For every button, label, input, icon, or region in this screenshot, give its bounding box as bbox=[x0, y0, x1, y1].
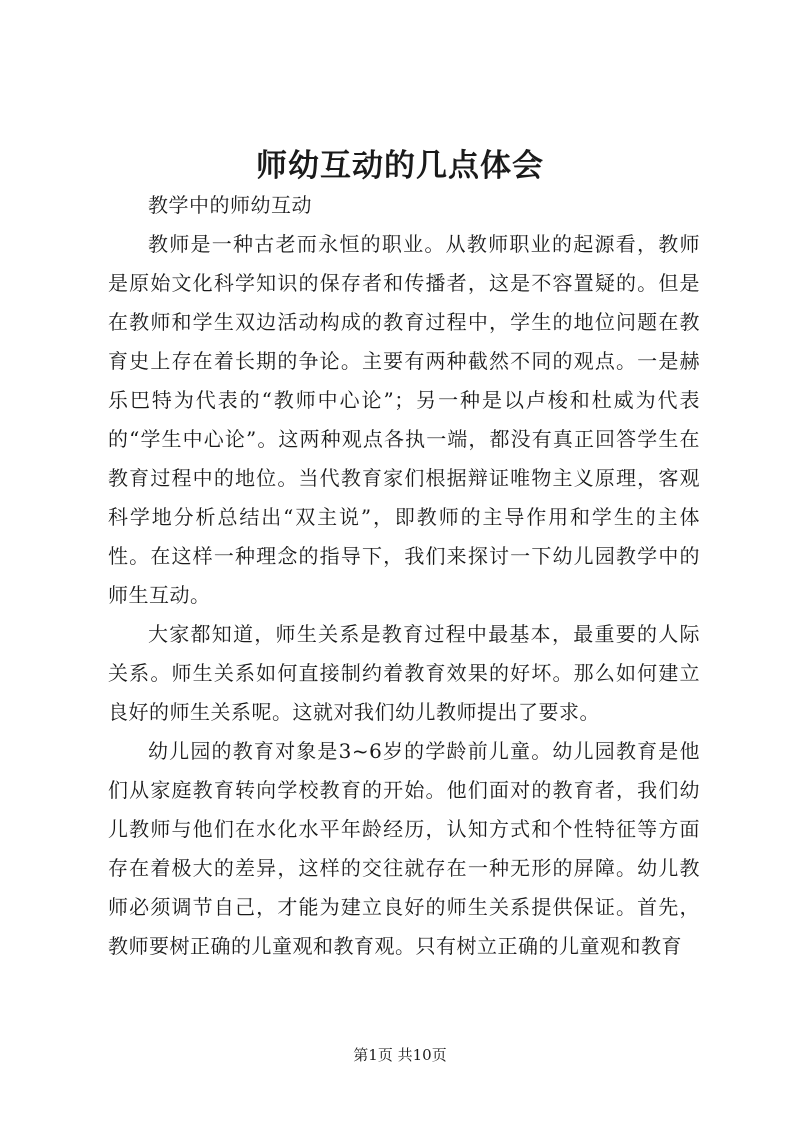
paragraph-2: 大家都知道，师生关系是教育过程中最基本，最重要的人际关系。师生关系如何直接制约着教育效果的好坏。那么如何建立良好的师生关系呢。这就对我们幼儿教师提出了要求。 bbox=[108, 622, 700, 724]
paragraph-3: 幼儿园的教育对象是3~6岁的学龄前儿童。幼儿园教育是他们从家庭教育转向学校教育的开始。他们面对的教育者，我们幼儿教师与他们在水化水平年龄经历，认知方式和个性特征等方面存在着极大的差异，这样的交往就存在一种无形的屏障。幼儿教师必须调节自己，才能为建立良好的师生关系提供保证。首先，教师要树正确的儿童观和教育观。只有树立正确的儿童观和教育 bbox=[108, 739, 700, 958]
paragraph-1: 教师是一种古老而永恒的职业。从教师职业的起源看，教师是原始文化科学知识的保存者和传播者，这是不容置疑的。但是在教师和学生双边活动构成的教育过程中，学生的地位问题在教育史上存在着长期的争论。主要有两种截然不同的观点。一是赫乐巴特为代表的“教师中心论”；另一种是以卢梭和杜威为代表的“学生中心论”。这两种观点各执一端，都没有真正回答学生在教育过程中的地位。当代教育家们根据辩证唯物主义原理，客观科学地分析总结出“双主说”，即教师的主导作用和学生的主体性。在这样一种理念的指导下，我们来探讨一下幼儿园教学中的师生互动。 bbox=[108, 232, 700, 607]
document-body bbox=[108, 186, 700, 966]
page-number-footer: 第1页 共10页 bbox=[353, 1046, 447, 1064]
section-heading: 教学中的师幼互动 bbox=[148, 193, 312, 217]
document-title: 师幼互动的几点体会 bbox=[256, 148, 544, 184]
